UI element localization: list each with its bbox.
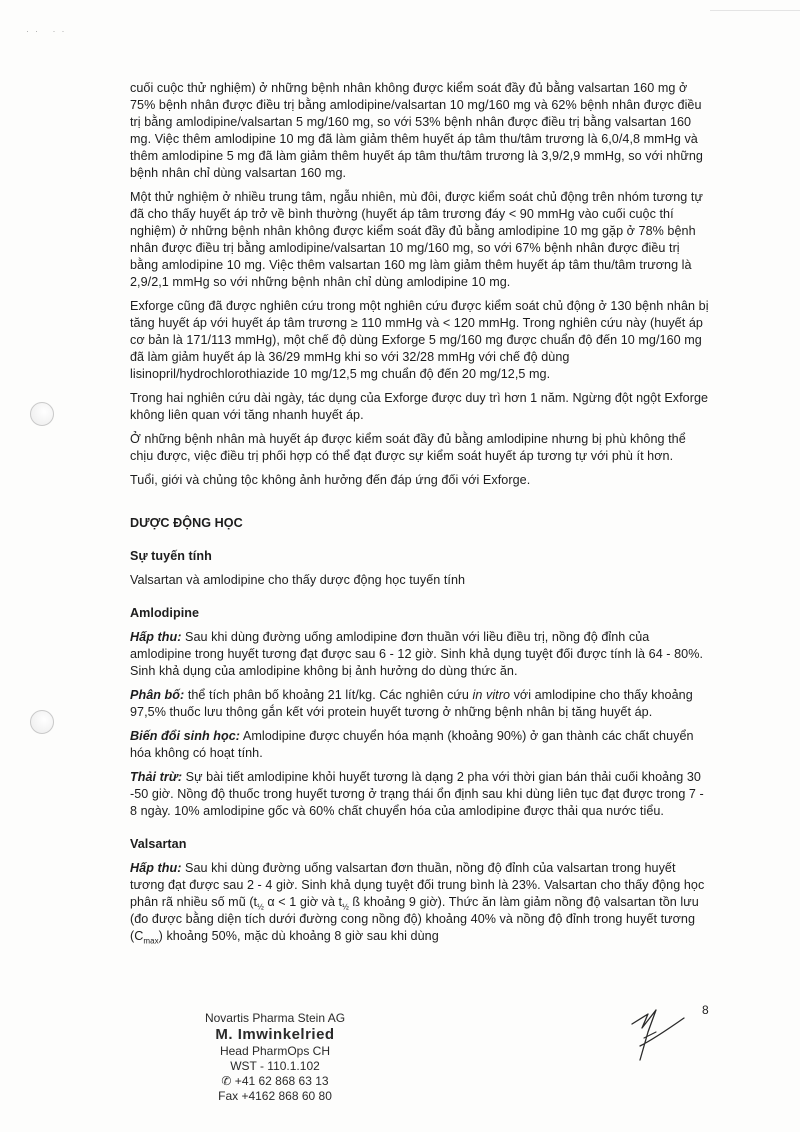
text-distribution-b: với amlodipine cho thấy khoảng 97,5% thuốc lưu thông gắn kết với protein huyết tương ở những bệnh nhân bị tăng huyết áp. [130, 688, 693, 719]
text-distribution-a: thể tích phân bố khoảng 21 lít/kg. Các nghiên cứu [184, 688, 473, 702]
stamp-title: Head PharmOps CH [219, 1044, 331, 1058]
paragraph-amlodipine-absorption [130, 629, 710, 680]
text-valsartan-c: ß khoảng 9 giờ). Thức ăn làm giảm nồng độ valsartan tồn lưu (đo được bằng diện tích dưới đường cong nồng độ) khoảng 40% và nồng độ đỉnh trong huyết tương (C [130, 895, 699, 943]
paragraph-linearity: Valsartan và amlodipine cho thấy dược động học tuyến tính [130, 573, 466, 587]
punch-hole-top [30, 402, 54, 426]
stamp-address: WST - 110.1.102 [230, 1059, 320, 1073]
text-metabolism: Amlodipine được chuyển hóa mạnh (khoảng 90%) ở gan thành các chất chuyển hóa không có hoạt tính. [130, 729, 694, 760]
label-metabolism: Biến đổi sinh học: [130, 729, 241, 743]
section-heading-pharmacokinetics: DƯỢC ĐỘNG HỌC [130, 516, 243, 530]
text-in-vitro: in vitro [472, 688, 511, 702]
company-stamp [185, 1011, 365, 1104]
paragraph-amlodipine-metabolism [130, 728, 710, 762]
page-number: 8 [702, 1003, 709, 1017]
text-absorption: Sau khi dùng đường uống amlodipine đơn thuần với liều điều trị, nồng độ đỉnh của amlodipine trong huyết tương đạt được sau 6 - 12 giờ. Sinh khả dụng tuyệt đối được tính là 64 - 80%. Sinh khả dụng của amlodipine không bị ảnh hưởng do dùng thức ăn. [130, 630, 704, 678]
text-valsartan-d: ) khoảng 50%, mặc dù khoảng 8 giờ sau khi dùng [158, 929, 439, 943]
scan-edge-line [710, 10, 800, 11]
paragraph-amlodipine-distribution [130, 687, 710, 721]
subscript-cmax: max [143, 936, 159, 946]
stamp-fax: Fax +4162 868 60 80 [218, 1089, 332, 1103]
subheading-linearity: Sự tuyến tính [130, 549, 212, 563]
subscript-half-2: ½ [342, 902, 349, 912]
punch-hole-bottom [30, 710, 54, 734]
label-valsartan-absorption: Hấp thu: [130, 861, 182, 875]
subheading-valsartan: Valsartan [130, 837, 187, 851]
text-valsartan-a: Sau khi dùng đường uống valsartan đơn thuần, nồng độ đỉnh của valsartan trong huyết tương đạt được sau 2 - 4 giờ. Sinh khả dụng tuyệt đối trung bình là 23%. Valsartan cho thấy động học phân rã nhiều số mũ (t [130, 861, 705, 909]
paragraph-valsartan-absorption [130, 860, 710, 945]
paragraph-severe-hypertension: Exforge cũng đã được nghiên cứu trong một nghiên cứu được kiểm soát chủ động ở 130 bệnh nhân bị tăng huyết áp với huyết áp tâm trương ≥ 110 mmHg và < 120 mmHg. Trong nghiên cứu này (huyết áp cơ bản là 171/113 mmHg), một chế độ dùng Exforge 5 mg/160 mg được chuẩn độ đến 10 mg/160 mg đã làm giảm huyết áp là 36/29 mmHg khi so với 32/28 mmHg với chế độ dùng lisinopril/hydrochlorothiazide 10 mg/12,5 mg chuẩn độ đến 20 mg/12,5 mg. [130, 299, 709, 381]
stamp-company: Novartis Pharma Stein AG [204, 1011, 346, 1025]
handwritten-signature [618, 1002, 698, 1064]
paragraph-edema: Ở những bệnh nhân mà huyết áp được kiểm soát đầy đủ bằng amlodipine nhưng bị phù không thể chịu được, việc điều trị phối hợp có thể đạt được sự kiểm soát huyết áp tương tự với phù ít hơn. [130, 432, 686, 463]
text-elimination: Sự bài tiết amlodipine khỏi huyết tương là dạng 2 pha với thời gian bán thải cuối khoảng 30 -50 giờ. Nồng độ thuốc trong huyết tương ở trạng thái ổn định sau khi dùng liên tục đạt được trong 7 - 8 ngày. 10% amlodipine gốc và 60% chất chuyển hóa của amlodipine được thải qua nước tiểu. [130, 770, 704, 818]
stamp-phone: ✆ +41 62 868 63 13 [221, 1074, 329, 1088]
subheading-amlodipine: Amlodipine [130, 606, 200, 620]
label-elimination: Thải trừ: [130, 770, 183, 784]
paragraph-efficacy-amlodipine: Một thử nghiệm ở nhiều trung tâm, ngẫu nhiên, mù đôi, được kiểm soát chủ động trên nhóm tương tự đã cho thấy huyết áp trở về bình thường (huyết áp tâm trương đáy < 90 mmHg vào cuối cuộc thí nghiệm) ở những bệnh nhân không được kiểm soát đầy đủ bằng amlodipine 10 mg gặp ở 78% bệnh nhân được điều trị bằng amlodipine/valsartan 10 mg/160 mg, so với 67% bệnh nhân được điều trị bằng amlodipine 10 mg. Việc thêm valsartan 160 mg làm giảm thêm huyết áp tâm thu/tâm trương là 2,9/2,1 mmHg so với những bệnh nhân chỉ dùng amlodipine 10 mg. [130, 190, 703, 289]
stamp-name: M. Imwinkelried [215, 1026, 335, 1043]
subscript-half-1: ½ [257, 902, 264, 912]
paragraph-long-term: Trong hai nghiên cứu dài ngày, tác dụng của Exforge được duy trì hơn 1 năm. Ngừng đột ngột Exforge không liên quan với tăng nhanh huyết áp. [130, 391, 709, 422]
text-valsartan-b: α < 1 giờ và t [263, 895, 343, 909]
paragraph-efficacy-valsartan: cuối cuộc thử nghiệm) ở những bệnh nhân không được kiểm soát đầy đủ bằng valsartan 160 mg ở 75% bệnh nhân được điều trị bằng amlodipine/valsartan 10 mg/160 mg và 62% bệnh nhân được điều trị bằng amlodipine/valsartan 5 mg/160 mg, so với 53% bệnh nhân được điều trị bằng valsartan 160 mg. Việc thêm amlodipine 10 mg đã làm giảm thêm huyết áp tâm thu/tâm trương là 6,0/4,8 mmHg và thêm amlodipine 5 mg đã làm giảm thêm huyết áp tâm thu/tâm trương là 3,9/2,9 mmHg, so với những bệnh nhân chỉ dùng valsartan 160 mg. [130, 81, 703, 180]
scan-specks: ·· ·· [26, 26, 71, 36]
label-absorption: Hấp thu: [130, 630, 182, 644]
paragraph-age-gender: Tuổi, giới và chủng tộc không ảnh hưởng đến đáp ứng đối với Exforge. [130, 473, 531, 487]
paragraph-amlodipine-elimination [130, 769, 710, 820]
document-body [130, 80, 710, 952]
label-distribution: Phân bố: [130, 688, 185, 702]
